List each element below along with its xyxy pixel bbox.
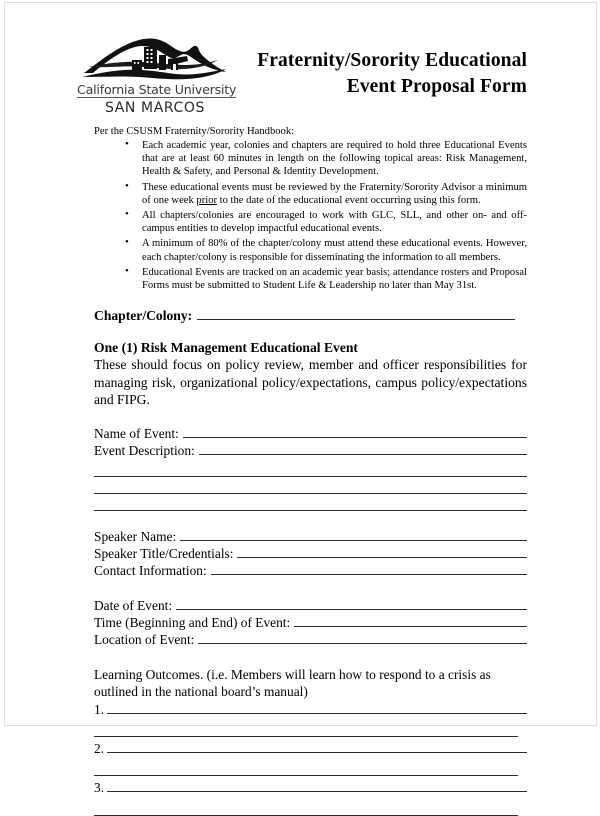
section-heading: One (1) Risk Management Educational Event [94, 340, 358, 356]
field-input-rule[interactable] [180, 528, 527, 541]
learning-outcome-continuation-rule[interactable] [94, 797, 518, 816]
list-item: • A minimum of 80% of the chapter/colony must attend these educational events. However, each chapter/colony is responsible for disseminating the information to all members. [94, 237, 527, 263]
field-learning-outcome-1[interactable] [94, 701, 527, 718]
page-title-line-2: Event Proposal Form [346, 76, 527, 97]
event-details-group [94, 425, 527, 511]
field-label: Location of Event: [94, 632, 195, 647]
field-input-rule[interactable] [107, 701, 527, 714]
page-title [227, 48, 527, 100]
emphasis-prior: prior [196, 194, 218, 206]
field-event-description[interactable] [94, 442, 527, 459]
list-item: • Each academic year, colonies and chapters are required to hold three Educational Events that are at least 60 minutes in length on the following topical areas: Risk Management, Health & Safety, and Personal & Identity Development. [94, 139, 527, 179]
field-speaker-name[interactable] [94, 528, 527, 545]
list-number: 3. [94, 780, 105, 796]
logo-text-campus: SAN MARCOS [104, 100, 205, 116]
field-speaker-title-credentials[interactable] [94, 545, 527, 562]
document-header [5, 3, 596, 115]
field-label: Speaker Name: [94, 529, 177, 545]
policy-bullet-list [94, 139, 527, 292]
field-location-of-event[interactable] [94, 631, 527, 648]
field-input-rule[interactable] [183, 425, 527, 438]
field-label: Date of Event: [94, 597, 173, 613]
field-learning-outcome-2[interactable] [94, 740, 527, 757]
csusm-hills-logo-mark [80, 31, 230, 81]
learning-outcome-entry [94, 779, 527, 815]
field-label: Speaker Title/Credentials: [94, 546, 234, 562]
field-input-rule[interactable] [107, 779, 527, 792]
section-description: These should focus on policy review, member and officer responsibilities for managing risk, organizational policy/expectations, campus policy/expectations and FIPG. [94, 357, 527, 407]
learning-outcomes-section [94, 666, 527, 816]
chapter-colony-field[interactable] [94, 307, 527, 324]
description-continuation-rule[interactable] [94, 477, 527, 494]
field-name-of-event[interactable] [94, 425, 527, 442]
field-input-rule[interactable] [294, 614, 527, 627]
field-input-rule[interactable] [176, 597, 527, 610]
list-item: • These educational events must be reviewed by the Fraternity/Sorority Advisor a minimum of one week prior to the date of the educational event occurring using this form. [94, 181, 527, 207]
field-date-of-event[interactable] [94, 597, 527, 614]
field-input-rule[interactable] [237, 545, 527, 558]
description-continuation-rule[interactable] [94, 494, 527, 511]
field-input-rule[interactable] [199, 442, 527, 455]
field-time-of-event[interactable] [94, 614, 527, 631]
chapter-colony-input-rule[interactable] [197, 307, 515, 320]
learning-outcome-continuation-rule[interactable] [94, 718, 518, 737]
handbook-intro: Per the CSUSM Fraternity/Sorority Handbook: [94, 126, 295, 137]
logo-text-university: California State University [77, 82, 237, 97]
list-item: • All chapters/colonies are encouraged to work with GLC, SLL, and other on- and off-campus entities to develop impactful educational events. [94, 209, 527, 235]
list-item: • Educational Events are tracked on an academic year basis; attendance rosters and Proposal Forms must be submitted to Student Life & Leadership no later than May 31st. [94, 266, 527, 292]
chapter-colony-label: Chapter/Colony: [94, 308, 193, 324]
list-number: 2. [94, 740, 105, 756]
field-learning-outcome-3[interactable] [94, 779, 527, 796]
learning-outcomes-intro: Learning Outcomes. (i.e. Members will learn how to respond to a crisis as outlined in the national board’s manual) [94, 667, 491, 700]
field-label: Time (Beginning and End) of Event: [94, 614, 291, 630]
page-title-line-1: Fraternity/Sorority Educational [257, 50, 527, 71]
field-label: Contact Information: [94, 563, 207, 579]
field-input-rule[interactable] [198, 631, 527, 644]
learning-outcome-entry [94, 701, 527, 737]
description-continuation-rule[interactable] [94, 460, 527, 477]
university-logo [77, 31, 237, 117]
speaker-details-group [94, 528, 527, 580]
list-number: 1. [94, 701, 105, 717]
field-contact-information[interactable] [94, 562, 527, 579]
logistics-group [94, 597, 527, 649]
field-label: Event Description: [94, 443, 195, 459]
learning-outcome-entry [94, 740, 527, 776]
field-label: Name of Event: [94, 426, 179, 442]
document-body [94, 125, 527, 816]
document-page [4, 2, 597, 796]
field-input-rule[interactable] [211, 562, 527, 575]
field-input-rule[interactable] [107, 740, 527, 753]
learning-outcome-continuation-rule[interactable] [94, 757, 518, 776]
